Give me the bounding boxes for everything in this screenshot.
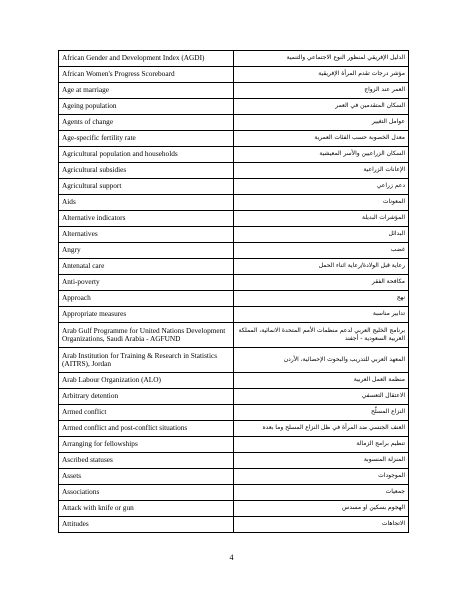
english-term: Alternatives bbox=[59, 227, 234, 243]
table-row bbox=[59, 389, 409, 405]
arabic-term: المعهد العربي للتدريب والبحوث الإحصائية، الأردن bbox=[234, 348, 409, 373]
table-row bbox=[59, 163, 409, 179]
arabic-term: النزاع المسلّح bbox=[234, 405, 409, 421]
english-term: Age at marriage bbox=[59, 83, 234, 99]
arabic-term: الهجوم بسكين او مسدس bbox=[234, 501, 409, 517]
arabic-term: الاعتقال التعسفي bbox=[234, 389, 409, 405]
english-term: Agents of change bbox=[59, 115, 234, 131]
table-row bbox=[59, 51, 409, 67]
english-term: Armed conflict and post-conflict situations bbox=[59, 421, 234, 437]
english-term: Armed conflict bbox=[59, 405, 234, 421]
arabic-term: رعاية قبل الولادة/رعاية اثناء الحمل bbox=[234, 259, 409, 275]
arabic-term: دعم زراعي bbox=[234, 179, 409, 195]
table-row bbox=[59, 195, 409, 211]
english-term: Associations bbox=[59, 485, 234, 501]
english-term: Agricultural population and households bbox=[59, 147, 234, 163]
table-row bbox=[59, 259, 409, 275]
table-row bbox=[59, 437, 409, 453]
table-row bbox=[59, 147, 409, 163]
table-row bbox=[59, 275, 409, 291]
english-term: Attack with knife or gun bbox=[59, 501, 234, 517]
table-row bbox=[59, 307, 409, 323]
english-term: Angry bbox=[59, 243, 234, 259]
english-term: Alternative indicators bbox=[59, 211, 234, 227]
arabic-term: تدابير مناسبة bbox=[234, 307, 409, 323]
english-term: Anti-poverty bbox=[59, 275, 234, 291]
table-row bbox=[59, 453, 409, 469]
english-term: Arab Gulf Programme for United Nations Development Organizations, Saudi Arabia - AGFUND bbox=[59, 323, 234, 348]
table-row bbox=[59, 99, 409, 115]
table-row bbox=[59, 485, 409, 501]
arabic-term: منظمة العمل العربية bbox=[234, 373, 409, 389]
arabic-term: المنزلة المنسوبة bbox=[234, 453, 409, 469]
english-term: Appropriate measures bbox=[59, 307, 234, 323]
english-term: Agricultural subsidies bbox=[59, 163, 234, 179]
arabic-term: المعونات bbox=[234, 195, 409, 211]
table-row bbox=[59, 211, 409, 227]
table-row bbox=[59, 131, 409, 147]
glossary-body bbox=[59, 51, 409, 533]
english-term: Ageing population bbox=[59, 99, 234, 115]
table-row bbox=[59, 115, 409, 131]
arabic-term: الدليل الإفريقي لمنظور النوع الاجتماعي والتنمية bbox=[234, 51, 409, 67]
arabic-term: تنظيم برامج الزمالة bbox=[234, 437, 409, 453]
table-row bbox=[59, 373, 409, 389]
glossary-table bbox=[58, 50, 409, 533]
table-row bbox=[59, 405, 409, 421]
arabic-term: الموجودات bbox=[234, 469, 409, 485]
english-term: Assets bbox=[59, 469, 234, 485]
arabic-term: الإعانات الزراعية bbox=[234, 163, 409, 179]
table-row bbox=[59, 83, 409, 99]
english-term: Approach bbox=[59, 291, 234, 307]
table-row bbox=[59, 227, 409, 243]
arabic-term: عوامل التغيير bbox=[234, 115, 409, 131]
english-term: African Gender and Development Index (AGDI) bbox=[59, 51, 234, 67]
table-row bbox=[59, 291, 409, 307]
arabic-term: السكان الزراعيين والأسر المعيشية bbox=[234, 147, 409, 163]
arabic-term: جمعيات bbox=[234, 485, 409, 501]
table-row bbox=[59, 469, 409, 485]
english-term: Aids bbox=[59, 195, 234, 211]
table-row bbox=[59, 179, 409, 195]
page-number: 4 bbox=[229, 553, 234, 562]
arabic-term: العمر عند الزواج bbox=[234, 83, 409, 99]
arabic-term: مؤشر درجات تقدم المرأة الإفريقية bbox=[234, 67, 409, 83]
table-row bbox=[59, 517, 409, 533]
english-term: Arab Labour Organization (ALO) bbox=[59, 373, 234, 389]
table-row bbox=[59, 501, 409, 517]
arabic-term: البدائل bbox=[234, 227, 409, 243]
arabic-term: برنامج الخليج العربي لدعم منظمات الأمم المتحدة الانمائية، المملكة العربية السعودية - أجفند bbox=[234, 323, 409, 348]
english-term: Attitudes bbox=[59, 517, 234, 533]
table-row bbox=[59, 323, 409, 348]
english-term: Arranging for fellowships bbox=[59, 437, 234, 453]
arabic-term: الاتجاهات bbox=[234, 517, 409, 533]
table-row bbox=[59, 67, 409, 83]
table-row bbox=[59, 348, 409, 373]
arabic-term: نهج bbox=[234, 291, 409, 307]
arabic-term: معدل الخصوبة حسب الفئات العمرية bbox=[234, 131, 409, 147]
arabic-term: غضب bbox=[234, 243, 409, 259]
english-term: African Women's Progress Scoreboard bbox=[59, 67, 234, 83]
arabic-term: مكافحة الفقر bbox=[234, 275, 409, 291]
table-row bbox=[59, 243, 409, 259]
english-term: Age-specific fertility rate bbox=[59, 131, 234, 147]
arabic-term: العنف الجنسي ضد المرأة في ظل النزاع المسلح وما بعده bbox=[234, 421, 409, 437]
english-term: Agricultural support bbox=[59, 179, 234, 195]
arabic-term: السكان المتقدمين في العمر bbox=[234, 99, 409, 115]
table-row bbox=[59, 421, 409, 437]
english-term: Arbitrary detention bbox=[59, 389, 234, 405]
arabic-term: المؤشرات البديلة bbox=[234, 211, 409, 227]
english-term: Arab Institution for Training & Research in Statistics (AITRS), Jordan bbox=[59, 348, 234, 373]
english-term: Ascribed statuses bbox=[59, 453, 234, 469]
english-term: Antenatal care bbox=[59, 259, 234, 275]
